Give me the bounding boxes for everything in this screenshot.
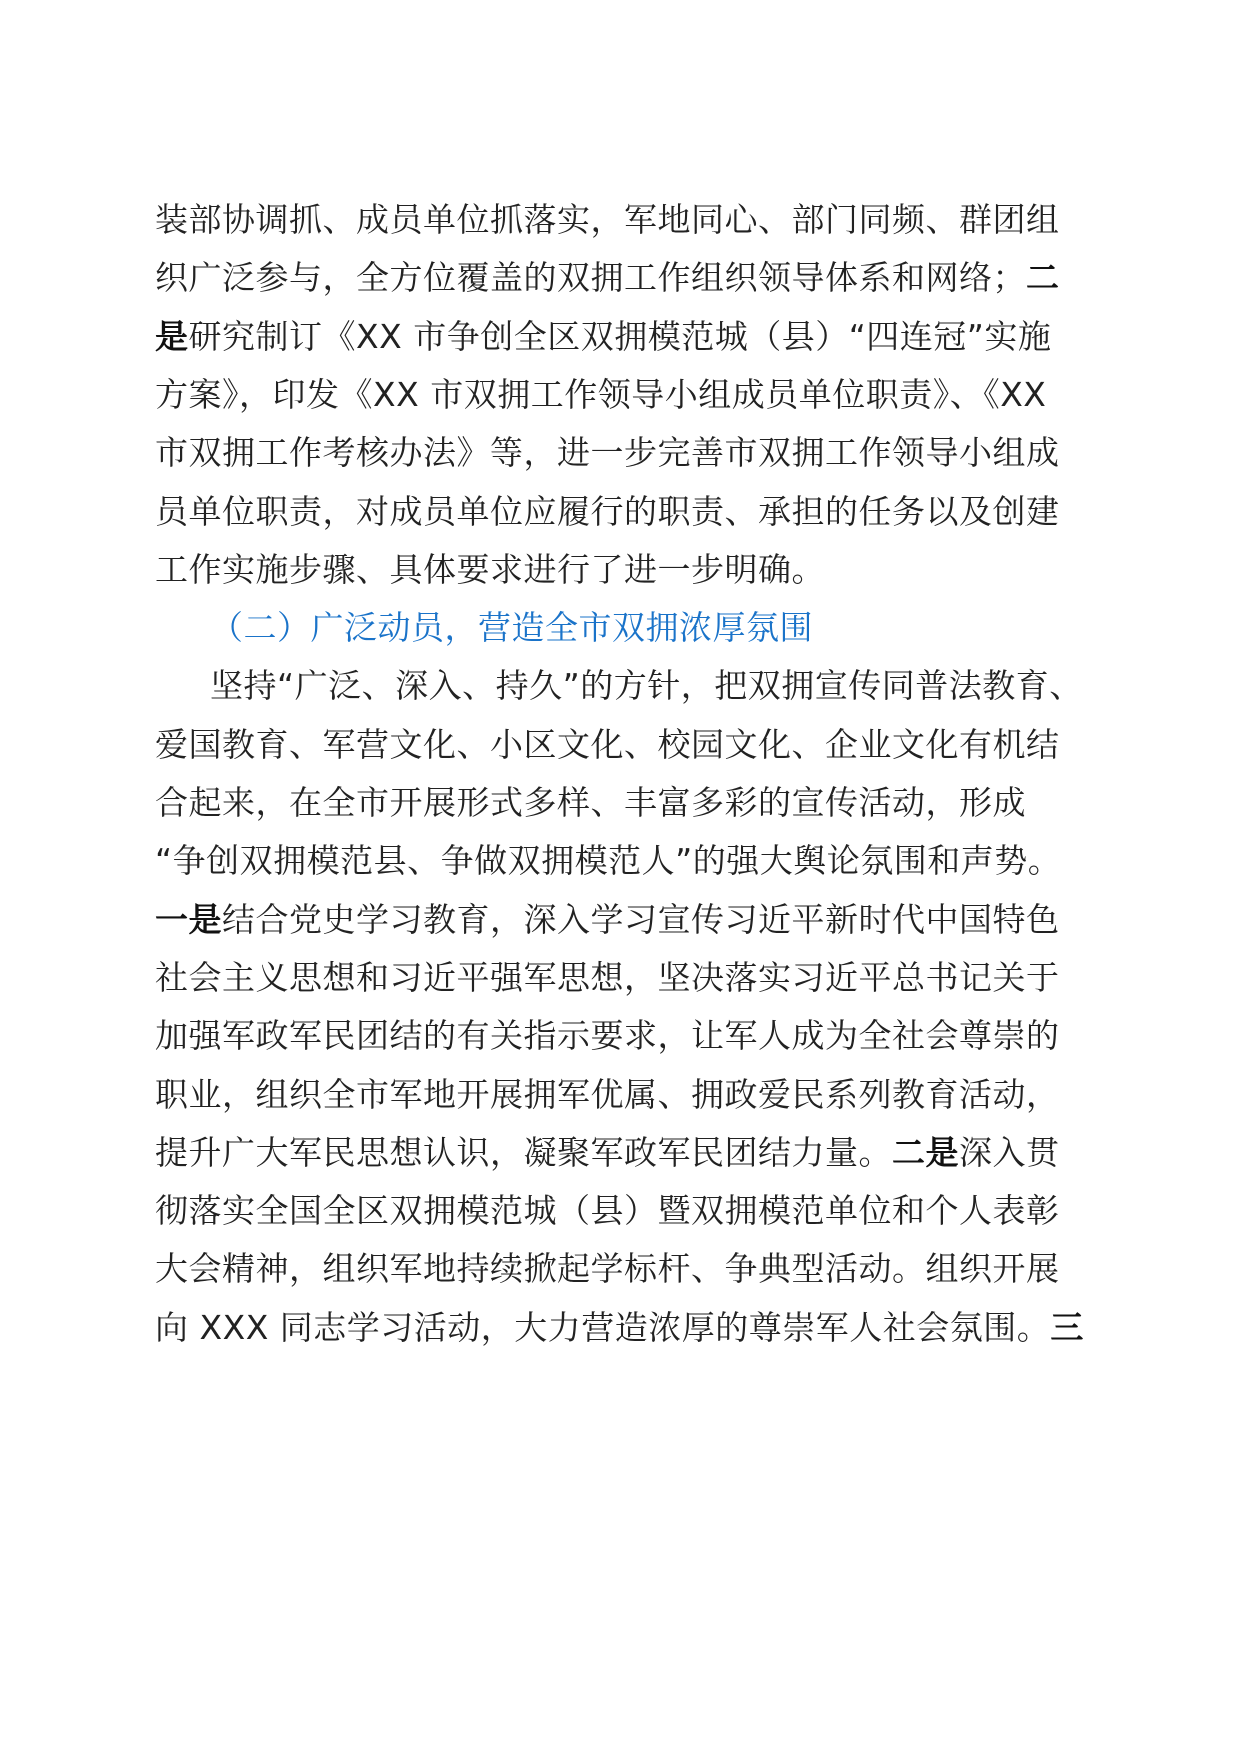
text-line (155, 1191, 1060, 1231)
text-run: “争创双拥模范县、争做双拥模范人”的强大舆论氛围和声势。 (155, 841, 1062, 881)
text-line (155, 783, 1026, 823)
text-run: 结合党史学习教育，深入学习宣传习近平新时代中国特色 (222, 899, 1060, 939)
text-run: 加强军政军民团结的有关指示要求，让军人成为全社会尊崇的 (155, 1016, 1060, 1056)
text-run: 研究制订《XX 市争创全区双拥模范城（县）“四连冠”实施 (188, 316, 1052, 356)
text-run: 坚持“广泛、深入、持久”的方针，把双拥宣传同普法教育、 (210, 666, 1083, 706)
text-line (155, 375, 1046, 415)
bold-marker: 是 (155, 316, 189, 356)
text-line (155, 200, 1060, 240)
text-line (210, 666, 1083, 706)
text-line (155, 550, 825, 590)
text-run: 职业，组织全市军地开展拥军优属、拥政爱民系列教育活动， (155, 1074, 1060, 1114)
text-run: 爱国教育、军营文化、小区文化、校园文化、企业文化有机结 (155, 724, 1060, 764)
text-run: 工作实施步骤、具体要求进行了进一步明确。 (155, 549, 825, 589)
text-run: 向 XXX 同志学习活动，大力营造浓厚的尊崇军人社会氛围。 (155, 1307, 1051, 1347)
text-run: 彻落实全国全区双拥模范城（县）暨双拥模范单位和个人表彰 (155, 1191, 1060, 1231)
text-line (155, 433, 1060, 473)
text-line (155, 900, 1060, 940)
text-line (155, 958, 1060, 998)
text-run: 织广泛参与，全方位覆盖的双拥工作组织领导体系和网络； (155, 258, 1026, 298)
text-line (155, 1075, 1060, 1115)
text-line (155, 258, 1060, 298)
text-run: 提升广大军民思想认识，凝聚军政军民团结力量。 (155, 1132, 892, 1172)
text-run: 深入贯 (959, 1132, 1060, 1172)
bold-marker: 一是 (155, 899, 222, 939)
text-line (155, 1016, 1060, 1056)
text-run: 合起来，在全市开展形式多样、丰富多彩的宣传活动，形成 (155, 783, 1026, 822)
text-line (155, 1308, 1084, 1348)
text-line (155, 317, 1051, 357)
bold-marker: 二是 (892, 1132, 959, 1172)
text-run: 大会精神，组织军地持续掀起学标杆、争典型活动。组织开展 (155, 1249, 1060, 1289)
text-line (155, 841, 1061, 881)
bold-marker: 三 (1050, 1307, 1084, 1347)
text-run: 方案》，印发《XX 市双拥工作领导小组成员单位职责》、《XX (155, 374, 1047, 414)
text-line (155, 1133, 1060, 1173)
text-line (155, 1249, 1060, 1289)
text-run: 社会主义思想和习近平强军思想，坚决落实习近平总书记关于 (155, 957, 1060, 997)
text-run: 员单位职责，对成员单位应履行的职责、承担的任务以及创建 (155, 491, 1060, 531)
section-heading (210, 608, 813, 648)
text-run: 装部协调抓、成员单位抓落实，军地同心、部门同频、群团组 (155, 200, 1060, 239)
text-run: 市双拥工作考核办法》等，进一步完善市双拥工作领导小组成 (155, 433, 1060, 473)
bold-marker: 二 (1026, 258, 1060, 298)
text-run: （二）广泛动员，营造全市双拥浓厚氛围 (210, 608, 813, 648)
text-line (155, 725, 1060, 765)
text-line (155, 492, 1060, 532)
